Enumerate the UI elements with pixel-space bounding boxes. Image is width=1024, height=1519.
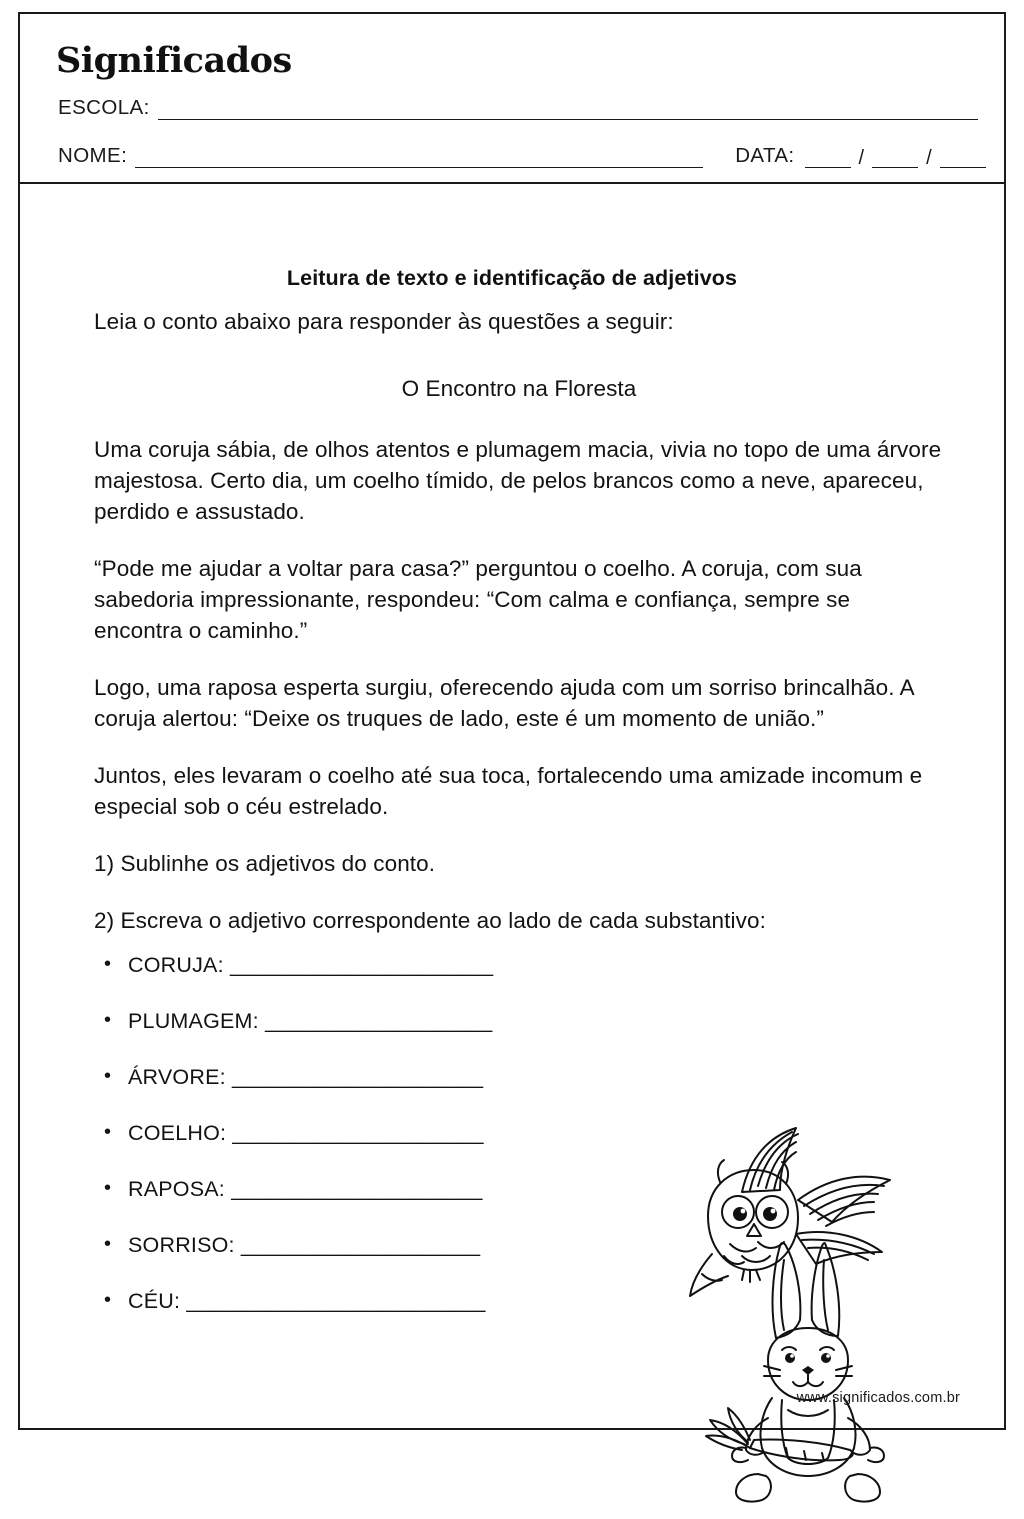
story-title: O Encontro na Floresta — [401, 376, 637, 401]
worksheet-title: Leitura de texto e identificação de adjetivos — [286, 266, 738, 290]
answer-blank[interactable]: _____________________ — [231, 1065, 484, 1089]
story-paragraph-1: Uma coruja sábia, de olhos atentos e plumagem macia, vivia no topo de uma árvore majestosa. Certo dia, um coelho tímido, de pelos brancos como a neve, apareceu, perdido e assustado. — [94, 437, 942, 524]
date-day-slot[interactable] — [805, 151, 851, 168]
answer-blank[interactable]: _________________________ — [186, 1289, 486, 1313]
answer-label: CORUJA: — [128, 953, 224, 977]
school-field-row — [58, 96, 978, 120]
date-month-slot[interactable] — [872, 151, 918, 168]
answer-blank[interactable]: ___________________ — [265, 1009, 493, 1033]
story-paragraph-3: Logo, uma raposa esperta surgiu, oferecendo ajuda com um sorriso brincalhão. A coruja alertou: “Deixe os truques de lado, este é um momento de união.” — [94, 675, 914, 731]
date-separator-1: / — [858, 147, 865, 169]
owl-icon — [690, 1128, 890, 1296]
answer-label: SORRISO: — [128, 1233, 235, 1257]
instruction-text: Leia o conto abaixo para responder às questões a seguir: — [94, 309, 674, 334]
illustration-group — [636, 1114, 956, 1514]
date-separator-2: / — [926, 147, 932, 169]
owl-and-rabbit-illustration — [636, 1114, 956, 1514]
question-2: 2) Escreva o adjetivo correspondente ao lado de cada substantivo: — [94, 908, 766, 933]
site-credit: www.significados.com.br — [796, 1390, 960, 1406]
name-label: NOME: — [58, 144, 128, 167]
name-input-line[interactable] — [135, 149, 703, 168]
name-date-field-row — [58, 144, 978, 168]
date-field-group — [735, 144, 985, 168]
rabbit-icon — [706, 1243, 884, 1502]
answer-label: PLUMAGEM: — [128, 1009, 259, 1033]
list-item — [94, 1064, 944, 1090]
answer-label: COELHO: — [128, 1121, 227, 1145]
answer-label: ÁRVORE: — [128, 1065, 226, 1089]
answer-label: CÉU: — [128, 1289, 181, 1313]
story-paragraph-4: Juntos, eles levaram o coelho até sua toca, fortalecendo uma amizade incomum e especial sob o céu estrelado. — [94, 763, 923, 819]
answer-blank[interactable]: _____________________ — [231, 1177, 483, 1201]
answer-blank[interactable]: _____________________ — [232, 1121, 484, 1145]
answer-label: RAPOSA: — [128, 1177, 225, 1201]
date-year-slot[interactable] — [940, 151, 986, 168]
worksheet-sheet — [18, 12, 1006, 1430]
answer-blank[interactable]: ______________________ — [229, 953, 494, 977]
answer-blank[interactable]: ____________________ — [240, 1233, 481, 1257]
school-label: ESCOLA: — [58, 96, 150, 119]
worksheet-header — [20, 14, 1004, 184]
story-paragraph-2: “Pode me ajudar a voltar para casa?” perguntou o coelho. A coruja, com sua sabedoria impressionante, respondeu: “Com calma e confiança, sempre se encontra o caminho.” — [94, 556, 862, 643]
question-1: 1) Sublinhe os adjetivos do conto. — [94, 851, 436, 876]
school-input-line[interactable] — [158, 101, 978, 120]
worksheet-body — [20, 184, 1004, 1428]
brand-logo: Significados — [56, 40, 292, 81]
list-item — [94, 952, 944, 978]
date-label: DATA: — [735, 144, 795, 167]
list-item — [94, 1008, 944, 1034]
